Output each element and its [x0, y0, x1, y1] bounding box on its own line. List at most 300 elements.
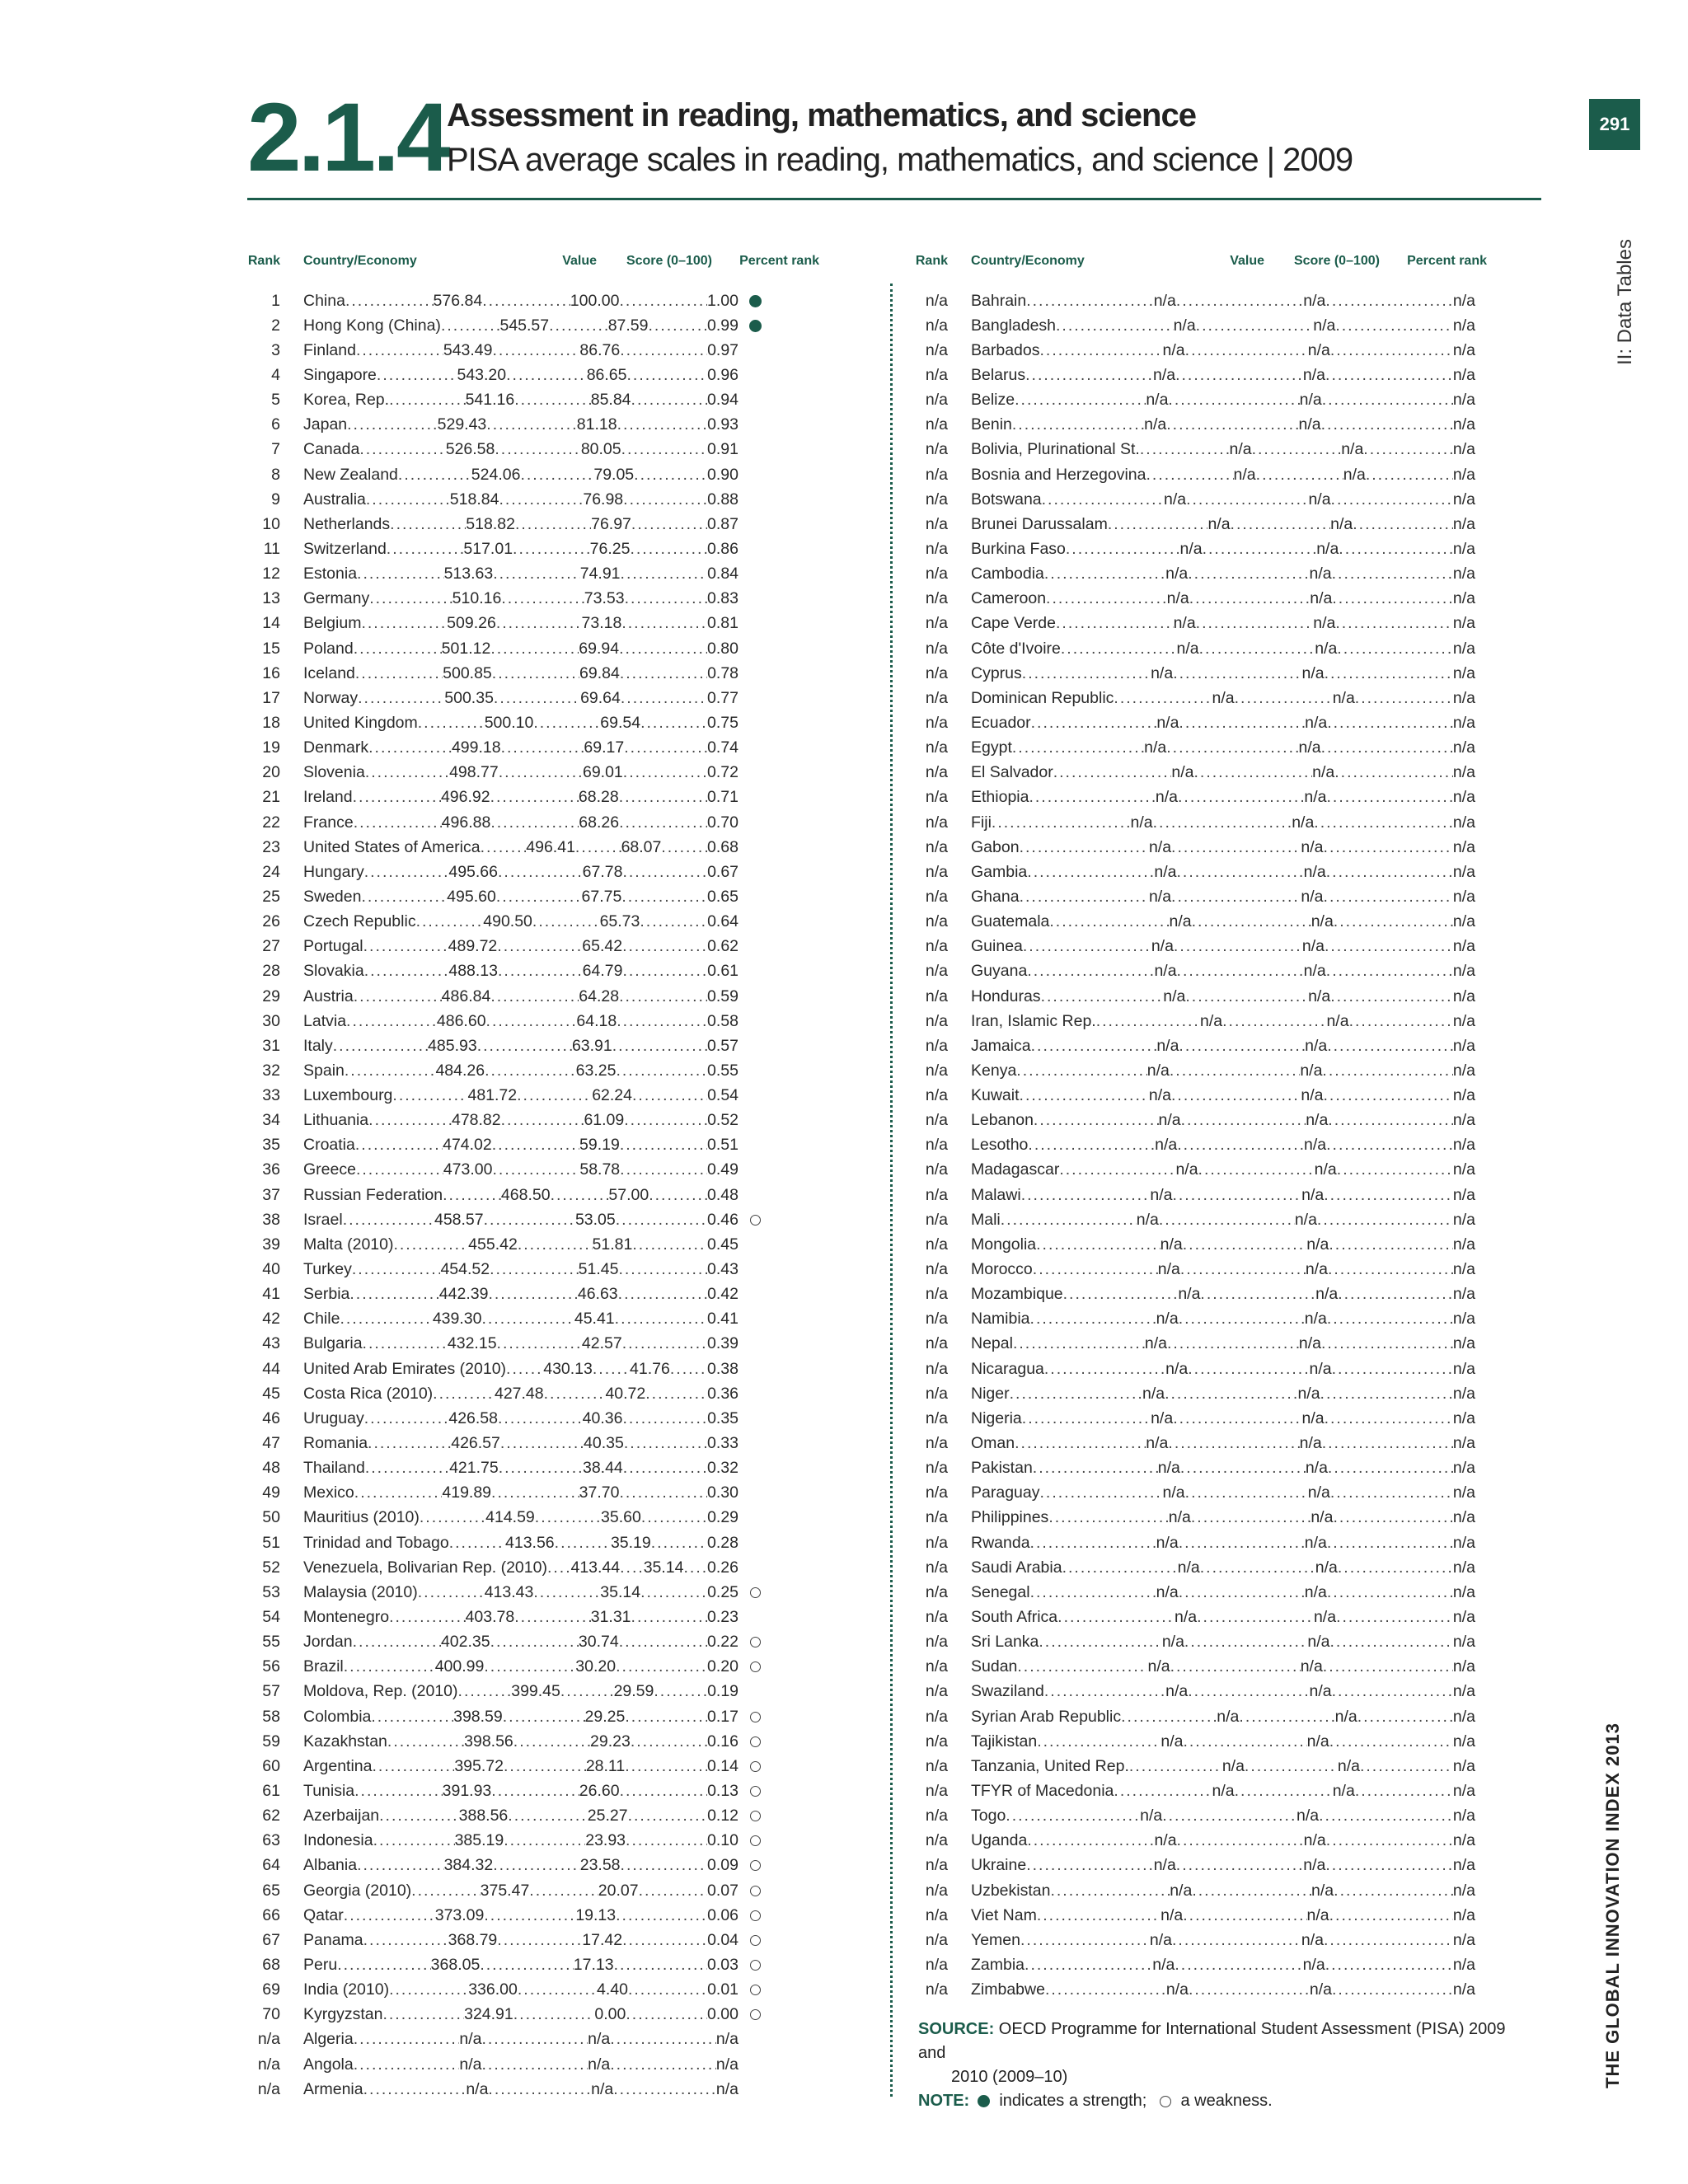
weakness-circle-icon — [738, 1985, 771, 1995]
country-cell: Serbia — [303, 1285, 350, 1304]
weakness-circle-icon — [738, 1960, 771, 1971]
percent-rank-cell: 0.91 — [707, 440, 738, 459]
percent-rank-cell: 0.29 — [707, 1508, 739, 1527]
value-cell: n/a — [1151, 937, 1174, 956]
table-row — [247, 736, 874, 761]
rank-cell: n/a — [925, 1807, 948, 1825]
leader-dots — [1026, 1856, 1153, 1875]
value-cell: n/a — [1212, 688, 1235, 707]
row-values — [280, 738, 738, 757]
table-row — [915, 1357, 1492, 1381]
rank-cell: 70 — [262, 2005, 280, 2024]
rank-cell: n/a — [925, 763, 948, 782]
table-row — [247, 1680, 874, 1704]
rank-cell: 46 — [262, 1408, 280, 1427]
leader-dots — [354, 1483, 443, 1502]
table-row — [247, 686, 874, 710]
percent-rank-cell: 0.65 — [707, 887, 738, 906]
score-cell: 29.23 — [590, 1732, 631, 1750]
leader-dots — [1030, 1310, 1156, 1329]
country-cell: Slovenia — [303, 763, 365, 782]
row-values — [280, 1956, 738, 1975]
value-cell: n/a — [1156, 1036, 1179, 1055]
country-cell: Lesotho — [971, 1136, 1029, 1155]
country-cell: Cape Verde — [971, 614, 1056, 633]
row-values — [948, 391, 1475, 410]
leader-dots — [1121, 1708, 1217, 1727]
row-values — [280, 589, 738, 608]
leader-dots — [508, 1807, 587, 1825]
leader-dots — [366, 490, 450, 509]
table-row — [247, 661, 874, 686]
row-values — [280, 1334, 738, 1353]
table-row — [915, 1878, 1492, 1903]
score-cell: 63.25 — [575, 1061, 617, 1080]
table-row — [247, 1108, 874, 1133]
value-cell: n/a — [1136, 1210, 1159, 1229]
rank-cell: n/a — [925, 391, 948, 410]
score-cell: 41.76 — [630, 1359, 670, 1378]
leader-dots — [515, 515, 591, 534]
leader-dots — [354, 640, 442, 658]
leader-dots — [1192, 912, 1311, 931]
leader-dots — [1325, 292, 1452, 311]
percent-rank-cell: 0.43 — [707, 1260, 738, 1279]
row-values — [948, 1459, 1475, 1478]
leader-dots — [1337, 640, 1453, 658]
percent-rank-cell: n/a — [1452, 1608, 1476, 1627]
row-values — [948, 1807, 1475, 1825]
table-row — [247, 388, 874, 413]
percent-rank-cell: 0.48 — [707, 1185, 738, 1204]
row-values — [948, 987, 1475, 1006]
header-value: Value — [1230, 254, 1264, 268]
percent-rank-cell: n/a — [1452, 1881, 1475, 1900]
leader-dots — [333, 1037, 428, 1056]
row-values — [280, 863, 738, 882]
leader-dots — [1222, 1012, 1326, 1031]
value-cell: n/a — [1160, 1905, 1184, 1924]
table-row — [247, 1183, 874, 1207]
leader-dots — [1328, 1260, 1453, 1279]
score-cell: 69.94 — [579, 639, 620, 658]
source-text: OECD Programme for International Student Assessment (PISA) 2009 and — [918, 2020, 1506, 2062]
score-cell: n/a — [1301, 937, 1325, 956]
row-values — [280, 1633, 738, 1652]
table-row — [247, 860, 874, 884]
leader-dots — [631, 391, 708, 410]
leader-dots — [354, 987, 442, 1006]
leader-dots — [1057, 1608, 1175, 1627]
rank-cell: n/a — [925, 1608, 948, 1627]
percent-rank-cell: 0.19 — [707, 1682, 739, 1701]
percent-rank-cell: 0.25 — [707, 1582, 739, 1601]
table-row — [915, 288, 1492, 313]
weakness-circle-icon — [738, 1736, 771, 1747]
leader-dots — [488, 2080, 591, 2099]
percent-rank-cell: 0.70 — [707, 813, 738, 832]
leader-dots — [480, 1956, 573, 1975]
leader-dots — [416, 912, 484, 931]
percent-rank-cell: 0.81 — [707, 614, 738, 633]
leader-dots — [518, 1980, 597, 1999]
table-row — [247, 2077, 874, 2102]
leader-dots — [492, 1160, 579, 1179]
table-row — [915, 1108, 1492, 1133]
table-row — [915, 910, 1492, 935]
leader-dots — [615, 1310, 707, 1329]
leader-dots — [1324, 1186, 1453, 1205]
table-row — [247, 363, 874, 387]
row-values — [948, 1534, 1475, 1553]
rank-cell: 49 — [262, 1483, 280, 1502]
leader-dots — [1030, 1534, 1156, 1553]
value-cell: 324.91 — [464, 2005, 513, 2024]
score-cell: 0.00 — [594, 2005, 626, 2024]
value-cell: 484.26 — [435, 1061, 485, 1080]
table-row — [915, 984, 1492, 1009]
leader-dots — [1235, 1782, 1333, 1801]
country-cell: Côte d'Ivoire — [971, 639, 1061, 658]
percent-rank-cell: 0.35 — [707, 1408, 739, 1427]
leader-dots — [340, 1310, 432, 1329]
leader-dots — [1166, 738, 1298, 757]
leader-dots — [620, 341, 707, 360]
percent-rank-cell: n/a — [1452, 1210, 1475, 1229]
rank-cell: n/a — [925, 490, 948, 509]
score-cell: n/a — [1311, 912, 1334, 931]
leader-dots — [623, 1459, 707, 1478]
value-cell: 496.41 — [526, 837, 575, 856]
row-values — [280, 937, 738, 956]
percent-rank-cell: n/a — [1452, 1285, 1475, 1304]
leader-dots — [560, 1682, 614, 1701]
leader-dots — [393, 1235, 468, 1254]
row-values — [280, 1409, 738, 1428]
value-cell: n/a — [1166, 589, 1189, 608]
leader-dots — [1173, 1409, 1301, 1428]
rank-cell: n/a — [925, 415, 948, 434]
leader-dots — [1327, 788, 1453, 807]
row-values — [948, 1882, 1475, 1900]
leader-dots — [1200, 1558, 1315, 1577]
table-row — [915, 438, 1492, 462]
rank-cell: n/a — [925, 565, 948, 583]
percent-rank-cell: 0.74 — [707, 738, 739, 757]
value-cell: 388.56 — [458, 1807, 509, 1825]
percent-rank-cell: 0.12 — [707, 1807, 739, 1825]
table-row — [915, 736, 1492, 761]
row-values — [280, 1260, 738, 1279]
side-label-data-tables: II: Data Tables — [1614, 239, 1636, 365]
leader-dots — [1325, 1409, 1453, 1428]
leader-dots — [619, 813, 707, 832]
leader-dots — [640, 912, 707, 931]
percent-rank-cell: n/a — [1452, 738, 1475, 757]
percent-rank-cell: 0.33 — [707, 1434, 738, 1453]
leader-dots — [1049, 912, 1169, 931]
leader-dots — [1037, 1732, 1160, 1751]
leader-dots — [498, 863, 583, 882]
row-values — [948, 1657, 1475, 1676]
country-cell: Barbados — [971, 340, 1040, 359]
percent-rank-cell: n/a — [1452, 1310, 1475, 1329]
country-cell: Croatia — [303, 1136, 355, 1155]
leader-dots — [369, 589, 452, 608]
percent-rank-cell: 0.10 — [707, 1831, 738, 1850]
percent-rank-cell: n/a — [1452, 987, 1475, 1005]
value-cell: 496.88 — [441, 813, 491, 832]
leader-dots — [345, 292, 434, 311]
table-row — [247, 1058, 874, 1083]
country-cell: France — [303, 813, 354, 832]
table-row — [915, 1381, 1492, 1406]
row-values — [948, 640, 1475, 658]
leader-dots — [610, 2055, 716, 2074]
percent-rank-cell: n/a — [1452, 639, 1476, 658]
row-values — [280, 1757, 738, 1776]
percent-rank-cell: 0.03 — [707, 1955, 738, 1974]
rank-cell: n/a — [925, 1036, 948, 1055]
country-cell: Russian Federation — [303, 1185, 443, 1204]
leader-dots — [346, 1012, 437, 1031]
value-cell: 495.66 — [448, 862, 498, 881]
value-cell: 498.77 — [449, 763, 499, 782]
rank-cell: n/a — [925, 539, 948, 558]
score-cell: n/a — [1298, 738, 1321, 757]
leader-dots — [1197, 1608, 1314, 1627]
rank-cell: 35 — [262, 1136, 280, 1155]
leader-dots — [433, 1385, 495, 1404]
row-values — [280, 1211, 738, 1230]
leader-dots — [490, 788, 579, 807]
rank-cell: 66 — [262, 1905, 280, 1924]
rank-cell: 30 — [262, 1011, 280, 1030]
table-row — [915, 710, 1492, 735]
leader-dots — [490, 987, 579, 1006]
score-cell: n/a — [588, 2055, 611, 2074]
value-cell: 526.58 — [445, 440, 495, 459]
score-cell: 76.97 — [591, 514, 631, 533]
score-cell: 64.28 — [579, 987, 620, 1005]
table-row — [247, 438, 874, 462]
country-cell: Gambia — [971, 862, 1028, 881]
header-percent-rank: Percent rank — [739, 254, 819, 268]
score-cell: n/a — [1305, 713, 1328, 732]
leader-dots — [1059, 1160, 1175, 1179]
leader-dots — [619, 788, 707, 807]
leader-dots — [1360, 1757, 1453, 1776]
leader-dots — [1327, 1583, 1453, 1602]
row-values — [280, 1682, 738, 1701]
row-values — [948, 589, 1475, 608]
score-cell: n/a — [1306, 1235, 1329, 1254]
leader-dots — [492, 664, 579, 683]
country-cell: Ghana — [971, 887, 1020, 906]
value-cell: 336.00 — [468, 1980, 518, 1999]
percent-rank-cell: 0.67 — [707, 862, 739, 881]
country-cell: Ukraine — [971, 1856, 1027, 1875]
leader-dots — [620, 1136, 707, 1155]
score-cell: n/a — [1310, 589, 1333, 608]
leader-dots — [624, 738, 707, 757]
country-cell: Thailand — [303, 1459, 365, 1478]
leader-dots — [1180, 1260, 1306, 1279]
weakness-circle-icon — [738, 1786, 771, 1797]
table-row — [915, 1506, 1492, 1530]
leader-dots — [622, 1409, 707, 1428]
row-values — [280, 1608, 738, 1627]
table-row — [247, 1332, 874, 1357]
rank-cell: n/a — [925, 1483, 948, 1502]
score-cell: 28.11 — [585, 1756, 626, 1775]
leader-dots — [517, 1086, 592, 1105]
row-values — [280, 912, 738, 931]
score-cell: n/a — [1309, 1980, 1332, 1999]
percent-rank-cell: n/a — [1452, 1408, 1475, 1427]
table-row — [915, 587, 1492, 612]
score-cell: 58.78 — [579, 1160, 621, 1179]
score-cell: 26.60 — [579, 1782, 620, 1800]
score-cell: n/a — [1304, 1582, 1327, 1601]
leader-dots — [355, 1136, 443, 1155]
table-row — [247, 1952, 874, 1977]
percent-rank-cell: 0.51 — [707, 1136, 738, 1155]
weakness-circle-icon — [738, 1712, 771, 1722]
leader-dots — [1012, 415, 1144, 434]
leader-dots — [622, 863, 707, 882]
percent-rank-cell: n/a — [1452, 1558, 1476, 1577]
rank-cell: 69 — [262, 1980, 280, 1999]
table-row — [915, 1033, 1492, 1058]
row-values — [280, 1186, 738, 1205]
table-row — [247, 1630, 874, 1655]
leader-dots — [1172, 1931, 1301, 1950]
leader-dots — [493, 1856, 580, 1875]
leader-dots — [488, 1285, 577, 1304]
row-values — [280, 664, 738, 683]
table-row — [247, 313, 874, 338]
leader-dots — [514, 391, 591, 410]
leader-dots — [347, 415, 437, 434]
score-cell: 68.26 — [579, 813, 620, 832]
percent-rank-cell: n/a — [1452, 316, 1475, 335]
percent-rank-cell: n/a — [1452, 1011, 1475, 1030]
score-cell: 62.24 — [592, 1086, 632, 1105]
leader-dots — [1330, 341, 1453, 360]
leader-dots — [631, 1732, 707, 1751]
row-values — [948, 838, 1475, 857]
value-cell: n/a — [1163, 987, 1186, 1005]
percent-rank-cell: 0.83 — [707, 589, 738, 608]
table-row — [247, 1456, 874, 1481]
percent-rank-cell: n/a — [1452, 1533, 1476, 1552]
country-cell: Brazil — [303, 1657, 344, 1676]
value-cell: n/a — [1155, 788, 1178, 807]
leader-dots — [1338, 1285, 1453, 1304]
leader-dots — [1177, 962, 1304, 981]
country-cell: Panama — [303, 1930, 363, 1949]
leader-dots — [501, 589, 584, 608]
leader-dots — [377, 366, 457, 385]
leader-dots — [1181, 1111, 1306, 1130]
country-cell: Mongolia — [971, 1235, 1037, 1254]
percent-rank-cell: n/a — [1452, 1459, 1475, 1478]
percent-rank-cell: n/a — [1452, 1905, 1476, 1924]
percent-rank-cell: 0.87 — [707, 514, 738, 533]
score-cell: n/a — [1315, 1285, 1339, 1304]
row-values — [280, 1831, 738, 1850]
leader-dots — [344, 1906, 435, 1925]
table-row — [915, 1207, 1492, 1232]
leader-dots — [1039, 1483, 1162, 1502]
percent-rank-cell: 0.55 — [707, 1061, 738, 1080]
percent-rank-cell: n/a — [1452, 1707, 1475, 1726]
country-cell: Georgia (2010) — [303, 1881, 412, 1900]
leader-dots — [420, 1508, 485, 1527]
country-cell: Argentina — [303, 1756, 373, 1775]
leader-dots — [1044, 1682, 1165, 1701]
rank-cell: n/a — [925, 1831, 948, 1850]
rank-cell: n/a — [925, 1210, 948, 1229]
rank-cell: n/a — [925, 465, 948, 484]
leader-dots — [1327, 1534, 1453, 1553]
score-cell: 17.42 — [582, 1930, 623, 1949]
table-row — [247, 884, 874, 909]
percent-rank-cell: n/a — [1452, 1061, 1475, 1080]
score-cell: n/a — [1337, 1756, 1360, 1775]
leader-dots — [1020, 838, 1149, 857]
leader-dots — [499, 490, 583, 509]
score-cell: n/a — [1302, 1955, 1325, 1974]
percent-rank-cell: 0.77 — [707, 688, 738, 707]
leader-dots — [365, 763, 449, 782]
score-cell: n/a — [1301, 1185, 1325, 1204]
value-cell: 375.47 — [480, 1881, 530, 1900]
country-cell: Guinea — [971, 937, 1023, 956]
leader-dots — [1325, 366, 1453, 385]
rank-cell: n/a — [925, 1384, 948, 1403]
table-row — [247, 1829, 874, 1854]
value-cell: n/a — [1146, 1434, 1169, 1453]
country-cell: Angola — [303, 2055, 354, 2074]
row-values — [280, 1708, 738, 1727]
value-cell: n/a — [1154, 962, 1177, 981]
value-cell: n/a — [1155, 1136, 1178, 1155]
rank-cell: 43 — [262, 1334, 280, 1353]
country-cell: Madagascar — [971, 1160, 1060, 1179]
leader-dots — [1025, 1956, 1152, 1975]
row-values — [280, 714, 738, 733]
rank-cell: 48 — [262, 1459, 280, 1478]
country-cell: Netherlands — [303, 514, 391, 533]
leader-dots — [361, 888, 447, 907]
rank-cell: 23 — [262, 837, 280, 856]
rank-cell: 15 — [262, 639, 280, 658]
rank-cell: n/a — [925, 987, 948, 1005]
percent-rank-cell: n/a — [1452, 365, 1475, 384]
leader-dots — [621, 565, 708, 583]
country-cell: Canada — [303, 440, 360, 459]
value-cell: 488.13 — [448, 962, 498, 981]
leader-dots — [363, 1931, 448, 1950]
leader-dots — [1329, 1906, 1453, 1925]
row-values — [280, 1583, 738, 1602]
leader-dots — [654, 1682, 707, 1701]
percent-rank-cell: 0.61 — [707, 962, 739, 981]
row-values — [948, 565, 1475, 583]
country-cell: Poland — [303, 639, 354, 658]
